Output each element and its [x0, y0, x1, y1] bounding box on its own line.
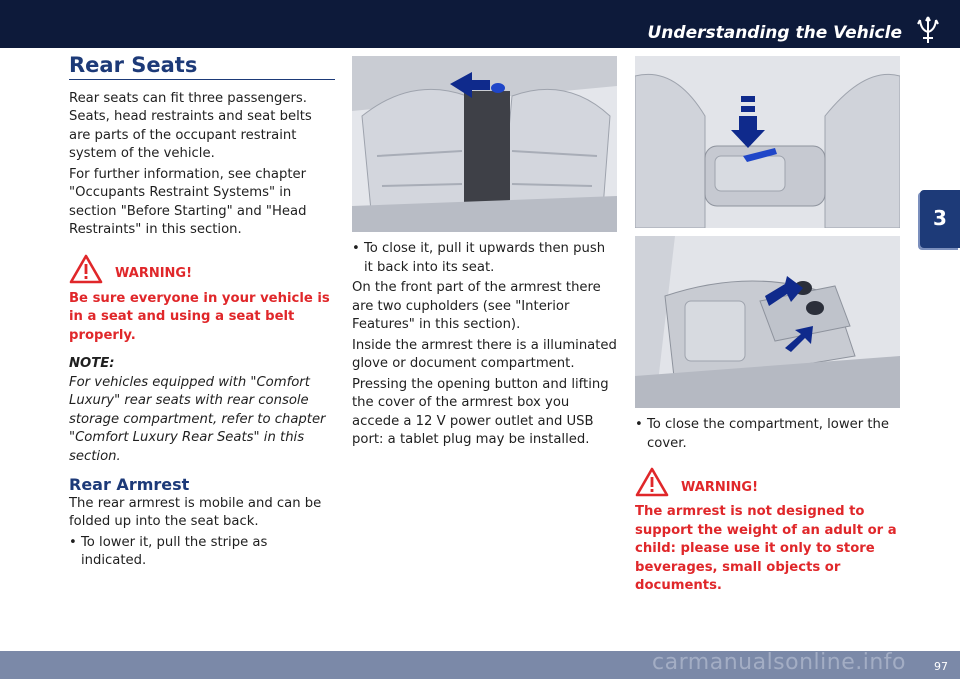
warning-header	[69, 254, 335, 284]
page-number: 97	[934, 660, 948, 673]
chapter-tab[interactable]: 3	[920, 190, 960, 248]
cupholders-text: On the front part of the armrest there are two cupholders (see "Interior Features" in this section).	[352, 280, 601, 332]
warning-label: WARNING!	[115, 266, 193, 281]
warning-label: WARNING!	[681, 479, 759, 495]
column-middle	[352, 56, 617, 452]
warning-text: The armrest is not designed to support the weight of an adult or a child: please use it only to store beverages, small objects or documents.	[635, 504, 897, 593]
armrest-image-1	[635, 56, 900, 228]
further-info-text: For further information, see chapter "Occupants Restraint Systems" in section "Before Starting" and "Head Restraints" in this section.	[69, 166, 307, 237]
bullet-lower: • To lower it, pull the stripe as indicated.	[69, 534, 268, 568]
warning-triangle-icon	[69, 254, 103, 284]
glove-text: Inside the armrest there is a illuminated glove or document compartment.	[352, 337, 617, 371]
watermark: carmanualsonline.info	[652, 650, 906, 675]
header-bar	[0, 0, 960, 48]
bullet-close-compartment: • To close the compartment, lower the cover.	[635, 417, 890, 451]
warning-text: Be sure everyone in your vehicle is in a seat and using a seat belt properly.	[69, 290, 330, 343]
warning-triangle-icon	[635, 467, 669, 497]
trident-icon	[912, 14, 944, 46]
bullet-close: • To close it, pull it upwards then push it back into its seat.	[352, 241, 606, 275]
footer-bar	[0, 651, 960, 679]
warning-header-2	[635, 467, 900, 497]
rear-seat-image	[352, 56, 617, 232]
column-right	[635, 56, 900, 596]
armrest-image-2	[635, 236, 900, 408]
intro-text: Rear seats can fit three passengers. Seats, head restraints and seat belts are parts of the occupant restraint system of the vehicle.	[69, 90, 312, 161]
note-label: NOTE:	[69, 356, 115, 371]
pressing-text: Pressing the opening button and lifting the cover of the armrest box you accede a 12 V power outlet and USB port: a tablet plug may be installed.	[352, 376, 609, 447]
subheading-rear-armrest: Rear Armrest	[69, 475, 190, 494]
section-title: Understanding the Vehicle	[647, 23, 902, 43]
armrest-text: The rear armrest is mobile and can be folded up into the seat back.	[69, 495, 322, 529]
page-heading: Rear Seats	[69, 56, 335, 80]
column-left	[69, 53, 335, 573]
note-text: For vehicles equipped with "Comfort Luxury" rear seats with rear console storage compartment, refer to chapter "Comfort Luxury Rear Seats" in this section.	[69, 374, 326, 464]
